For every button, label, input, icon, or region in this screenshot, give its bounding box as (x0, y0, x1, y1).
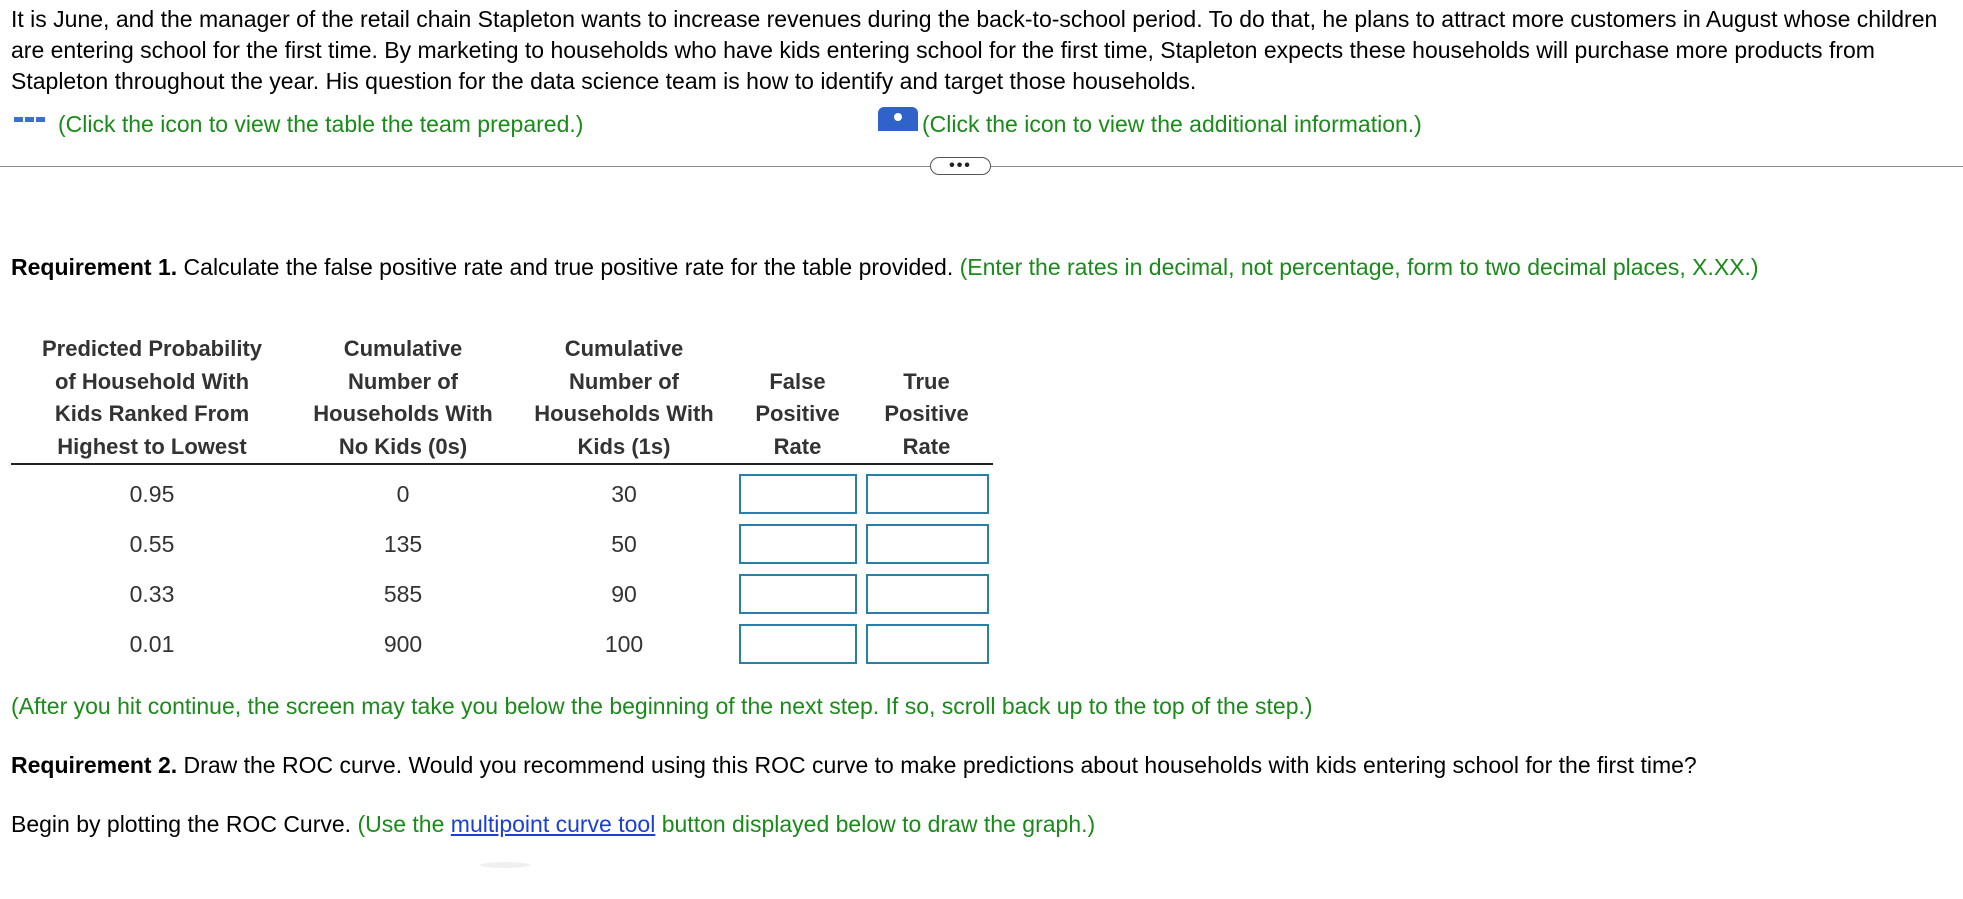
info-link-text[interactable]: (Click the icon to view the additional information.) (922, 111, 1422, 137)
begin-text: Begin by plotting the ROC Curve. (11, 811, 358, 837)
scroll-note: (After you hit continue, the screen may take you below the beginning of the next step. If so, scroll back up to the top of the step.) (11, 693, 1313, 719)
cell-probability: 0.95 (129, 481, 175, 507)
cell-kids: 50 (611, 531, 637, 557)
cell-no-kids: 585 (383, 581, 423, 607)
cell-kids: 30 (611, 481, 637, 507)
table-link[interactable] (14, 110, 583, 138)
table-header-rule (11, 463, 993, 465)
tpr-input[interactable] (866, 574, 989, 614)
multipoint-curve-tool-link[interactable]: multipoint curve tool (450, 811, 656, 837)
requirement-1-text: Calculate the false positive rate and true positive rate for the table provided. (177, 254, 960, 280)
header-no-kids: Cumulative Number of Households With No Kids (0s) (313, 336, 493, 459)
icon-links-row (0, 110, 1963, 137)
requirement-2 (11, 749, 1697, 781)
cell-probability: 0.33 (129, 581, 175, 607)
fpr-input[interactable] (739, 624, 857, 664)
faded-graph-edge (480, 862, 530, 868)
header-kids: Cumulative Number of Households With Kids (1s) (534, 336, 714, 459)
table-header (0, 329, 1000, 463)
fpr-input[interactable] (739, 574, 857, 614)
table-row (0, 574, 1000, 614)
table-row (0, 524, 1000, 564)
requirement-2-label: Requirement 2. (11, 752, 178, 778)
cell-probability: 0.01 (129, 631, 175, 657)
cell-kids: 90 (611, 581, 637, 607)
table-icon[interactable] (14, 113, 52, 133)
requirement-1-hint: (Enter the rates in decimal, not percentage, form to two decimal places, X.XX.) (959, 254, 1759, 280)
tpr-input[interactable] (866, 624, 989, 664)
cell-no-kids: 135 (383, 531, 423, 557)
fpr-input[interactable] (739, 524, 857, 564)
begin-hint-post: button displayed below to draw the graph.) (655, 811, 1096, 837)
header-predicted-probability: Predicted Probability of Household With Kids Ranked From Highest to Lowest (41, 336, 263, 459)
cell-kids: 100 (604, 631, 644, 657)
tpr-input[interactable] (866, 474, 989, 514)
begin-hint-pre: (Use the (357, 811, 451, 837)
requirement-1 (11, 251, 1946, 283)
requirement-1-label: Requirement 1. (11, 254, 178, 280)
info-icon[interactable] (878, 107, 918, 131)
fpr-input[interactable] (739, 474, 857, 514)
cell-no-kids: 0 (396, 481, 410, 507)
begin-instruction (11, 808, 1095, 840)
problem-intro: It is June, and the manager of the retail chain Stapleton wants to increase revenues during the back-to-school period. To do that, he plans to attract more customers in August whose children are entering school for the first time. By marketing to households who have kids entering school for the first time, Stapleton expects these households will purchase more products from Stapleton throughout the year. His question for the data science team is how to identify and target those households. (11, 6, 1938, 94)
cell-no-kids: 900 (383, 631, 423, 657)
info-link[interactable] (878, 110, 1422, 138)
table-row (0, 624, 1000, 664)
tpr-input[interactable] (866, 524, 989, 564)
cell-probability: 0.55 (129, 531, 175, 557)
requirement-2-text: Draw the ROC curve. Would you recommend using this ROC curve to make predictions about households with kids entering school for the first time? (177, 752, 1697, 778)
header-false-positive-rate: False Positive Rate (755, 368, 840, 459)
header-true-positive-rate: True Positive Rate (884, 368, 969, 459)
expand-button[interactable]: ••• (930, 157, 991, 175)
table-row (0, 474, 1000, 514)
table-link-text[interactable]: (Click the icon to view the table the team prepared.) (58, 111, 584, 137)
